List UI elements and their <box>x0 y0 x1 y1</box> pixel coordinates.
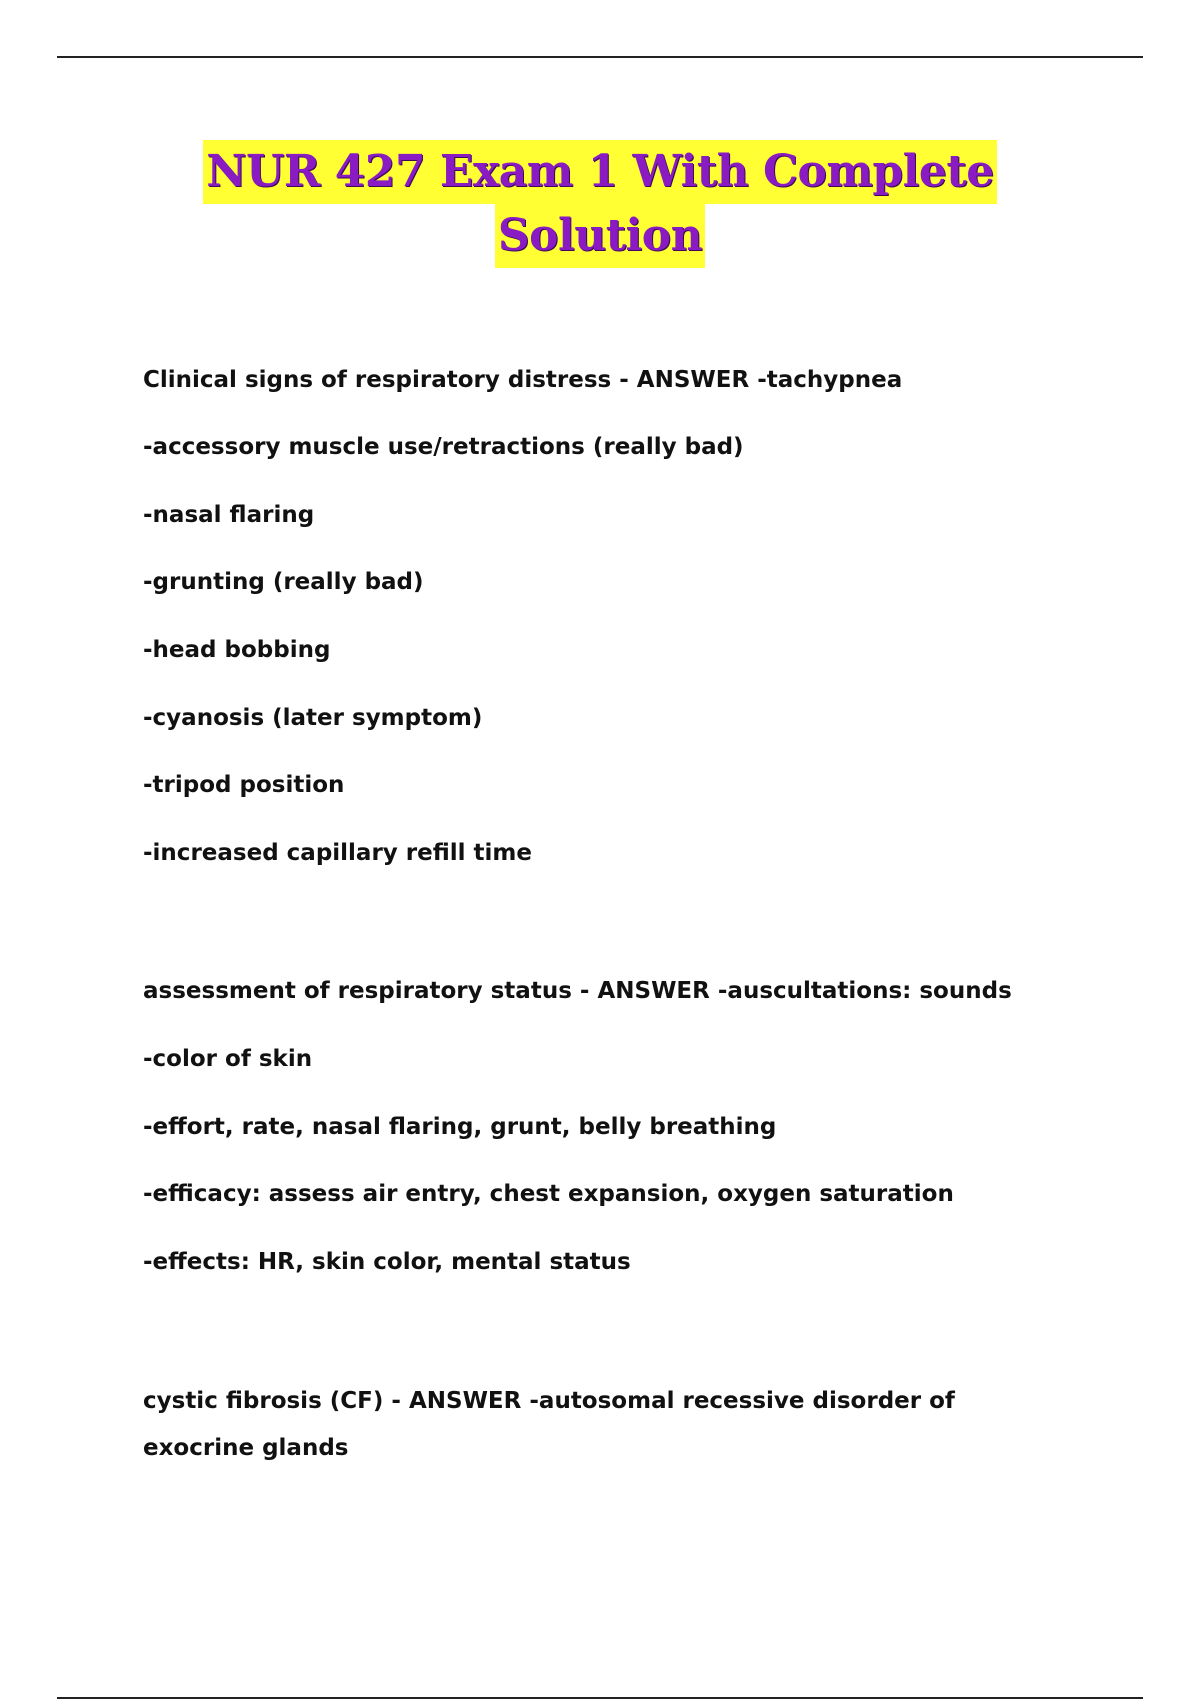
title-line-2: Solution <box>495 204 705 268</box>
answer-text: -auscultations: sounds <box>717 978 1012 1004</box>
answer-line: -nasal flaring <box>143 502 315 528</box>
answer-line: -grunting (really bad) <box>143 569 424 595</box>
top-rule <box>57 56 1143 58</box>
answer-line: -accessory muscle use/retractions (really bad) <box>143 434 744 460</box>
answer-text: -tachypnea <box>757 367 903 393</box>
question-text: cystic fibrosis (CF) <box>143 1388 384 1414</box>
question-text: assessment of respiratory status <box>143 978 572 1004</box>
answer-line: -color of skin <box>143 1046 313 1072</box>
answer-line: -efficacy: assess air entry, chest expansion, oxygen saturation <box>143 1181 954 1207</box>
answer-line: -effects: HR, skin color, mental status <box>143 1249 631 1275</box>
answer-line: -head bobbing <box>143 637 331 663</box>
qa-line <box>143 357 1063 404</box>
answer-text: -autosomal recessive disorder of exocrine glands <box>143 1388 955 1461</box>
qa-line <box>143 1378 1063 1472</box>
answer-line: -tripod position <box>143 772 345 798</box>
answer-line: -effort, rate, nasal flaring, grunt, belly breathing <box>143 1114 777 1140</box>
document-title <box>0 140 1200 268</box>
qa-line <box>143 968 1063 1015</box>
answer-separator: - ANSWER <box>611 367 758 393</box>
title-line-1: NUR 427 Exam 1 With Complete <box>203 140 996 204</box>
answer-line: -cyanosis (later symptom) <box>143 705 483 731</box>
answer-separator: - ANSWER <box>571 978 718 1004</box>
bottom-rule <box>57 1697 1143 1699</box>
answer-separator: - ANSWER <box>383 1388 530 1414</box>
question-text: Clinical signs of respiratory distress <box>143 367 612 393</box>
answer-line: -increased capillary refill time <box>143 840 533 866</box>
